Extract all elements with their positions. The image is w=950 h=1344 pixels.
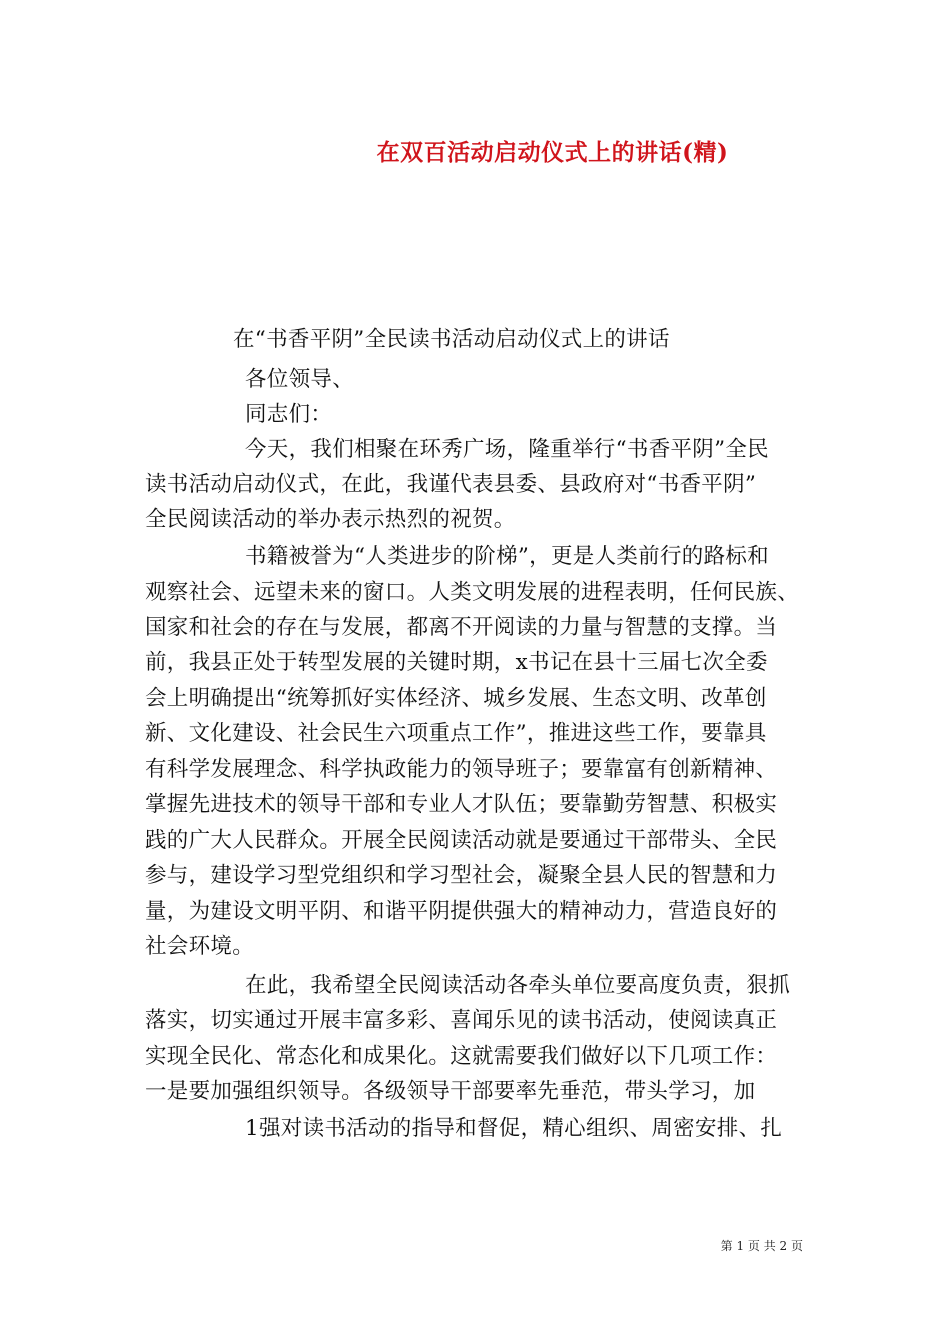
body-line: 量，为建设文明平阴、和谐平阴提供强大的精神动力，营造良好的 <box>145 899 778 924</box>
speech-subtitle: 在“书香平阴”全民读书活动启动仪式上的讲话 <box>233 327 670 352</box>
body-line: 书籍被誉为“人类进步的阶梯”，更是人类前行的路标和 <box>245 544 769 569</box>
body-line: 一是要加强组织领导。各级领导干部要率先垂范，带头学习，加 <box>145 1079 756 1104</box>
body-line: 会上明确提出“统筹抓好实体经济、城乡发展、生态文明、改革创 <box>145 686 767 711</box>
page-number: 第 1 页 共 2 页 <box>720 1239 803 1253</box>
body-line: 读书活动启动仪式，在此，我谨代表县委、县政府对“书香平阴” <box>145 472 757 497</box>
body-line: 掌握先进技术的领导干部和专业人才队伍；要靠勤劳智慧、积极实 <box>145 792 778 817</box>
body-line: 践的广大人民群众。开展全民阅读活动就是要通过干部带头、全民 <box>145 828 778 853</box>
body-line: 观察社会、远望未来的窗口。人类文明发展的进程表明，任何民族、 <box>145 580 800 605</box>
body-line: 全民阅读活动的举办表示热烈的祝贺。 <box>145 507 516 532</box>
body-line: 1强对读书活动的指导和督促，精心组织、周密安排、扎 <box>245 1116 783 1141</box>
body-line: 有科学发展理念、科学执政能力的领导班子；要靠富有创新精神、 <box>145 757 778 782</box>
body-line: 参与，建设学习型党组织和学习型社会，凝聚全县人民的智慧和力 <box>145 863 778 888</box>
salutation-comrades: 同志们： <box>245 402 333 427</box>
document-title: 在双百活动启动仪式上的讲话(精) <box>376 139 729 166</box>
body-line: 在此，我希望全民阅读活动各牵头单位要高度负责，狠抓 <box>245 973 791 998</box>
body-line: 社会环境。 <box>145 934 255 959</box>
body-line: 落实，切实通过开展丰富多彩、喜闻乐见的读书活动，使阅读真正 <box>145 1008 778 1033</box>
body-line: 实现全民化、常态化和成果化。这就需要我们做好以下几项工作： <box>145 1044 778 1069</box>
body-line: 前，我县正处于转型发展的关键时期，x书记在县十三届七次全委 <box>145 650 768 675</box>
body-line: 今天，我们相聚在环秀广场，隆重举行“书香平阴”全民 <box>245 437 769 462</box>
body-line: 新、文化建设、社会民生六项重点工作”，推进这些工作，要靠具 <box>145 721 767 746</box>
salutation-leaders: 各位领导、 <box>245 367 355 392</box>
body-line: 国家和社会的存在与发展，都离不开阅读的力量与智慧的支撑。当 <box>145 615 778 640</box>
